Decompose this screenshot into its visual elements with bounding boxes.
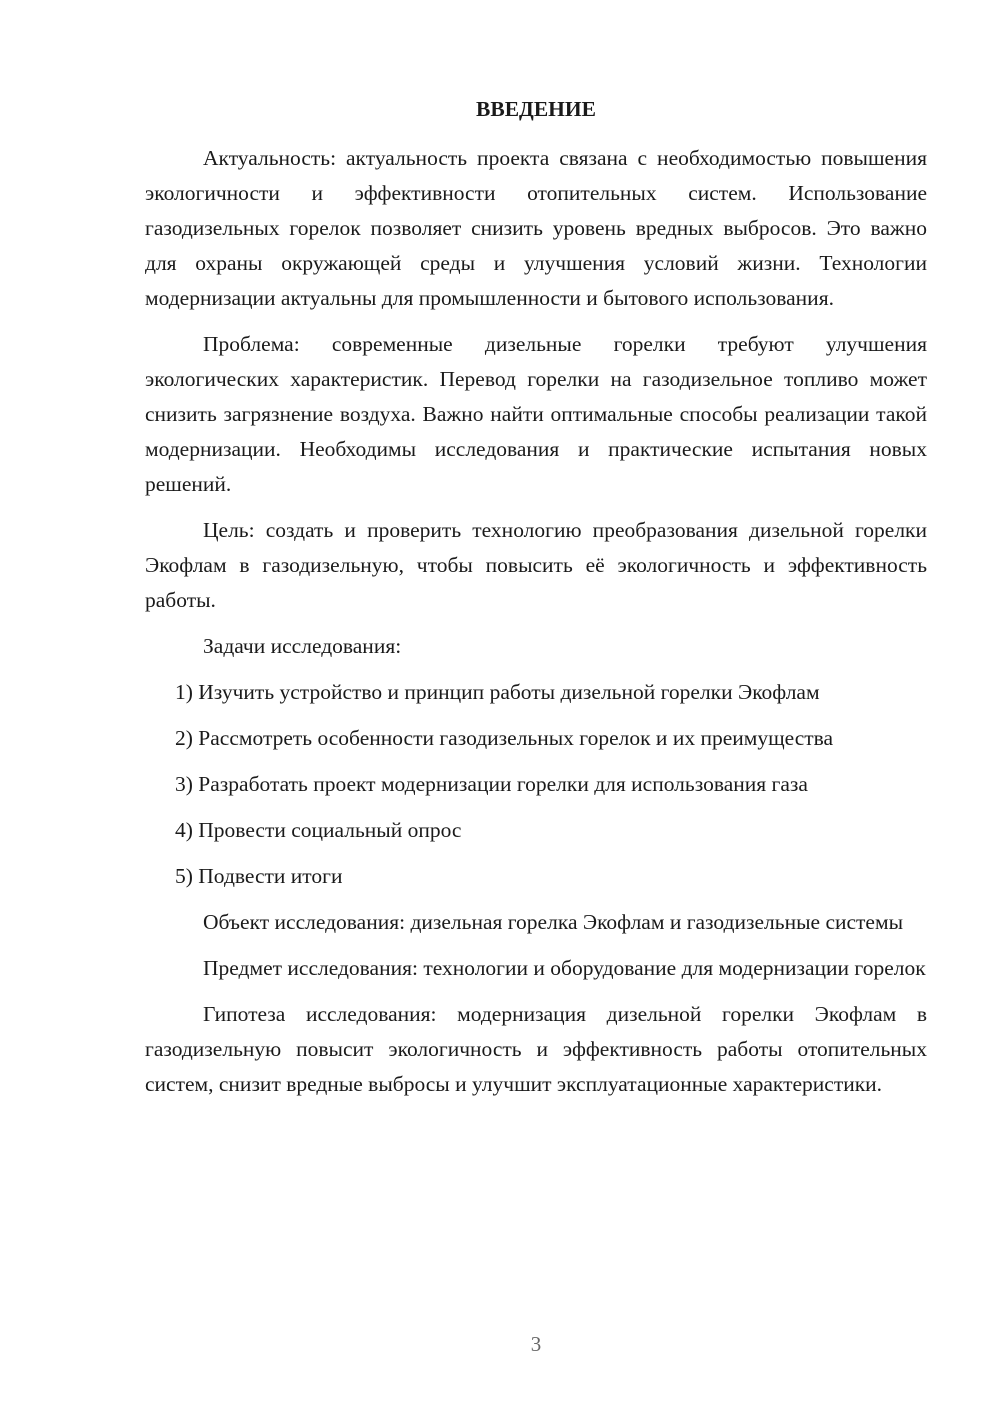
task-item-5: 5) Подвести итоги — [175, 864, 343, 888]
subject-paragraph: Предмет исследования: технологии и оборудование для модернизации горелок — [203, 956, 926, 980]
document-page — [145, 92, 927, 1113]
task-item-1: 1) Изучить устройство и принцип работы дизельной горелки Экофлам — [175, 680, 820, 704]
object-paragraph: Объект исследования: дизельная горелка Экофлам и газодизельные системы — [203, 910, 904, 934]
task-item-3: 3) Разработать проект модернизации горелки для использования газа — [175, 772, 808, 796]
page-number: 3 — [530, 1332, 542, 1356]
task-item-4: 4) Провести социальный опрос — [175, 818, 462, 842]
page-title: ВВЕДЕНИЕ — [476, 97, 596, 121]
problem-paragraph: Проблема: современные дизельные горелки требуют улучшения экологических характеристик. Перевод горелки на газодизельное топливо может снизить загрязнение воздуха. Важно найти оптимальные способы реализации такой модернизации. Необходимы исследования и практические испытания новых решений. — [145, 332, 927, 496]
hypothesis-paragraph: Гипотеза исследования: модернизация дизельной горелки Экофлам в газодизельную повысит экологичность и эффективность работы отопительных систем, снизит вредные выбросы и улучшит эксплуатационные характеристики. — [145, 1002, 927, 1096]
relevance-paragraph: Актуальность: актуальность проекта связана с необходимостью повышения экологичности и эффективности отопительных систем. Использование газодизельных горелок позволяет снизить уровень вредных выбросов. Это важно для охраны окружающей среды и улучшения условий жизни. Технологии модернизации актуальны для промышленности и бытового использования. — [145, 146, 927, 310]
task-item-2: 2) Рассмотреть особенности газодизельных горелок и их преимущества — [175, 726, 834, 750]
tasks-heading: Задачи исследования: — [203, 634, 402, 658]
goal-paragraph: Цель: создать и проверить технологию преобразования дизельной горелки Экофлам в газодизельную, чтобы повысить её экологичность и эффективность работы. — [145, 518, 927, 612]
